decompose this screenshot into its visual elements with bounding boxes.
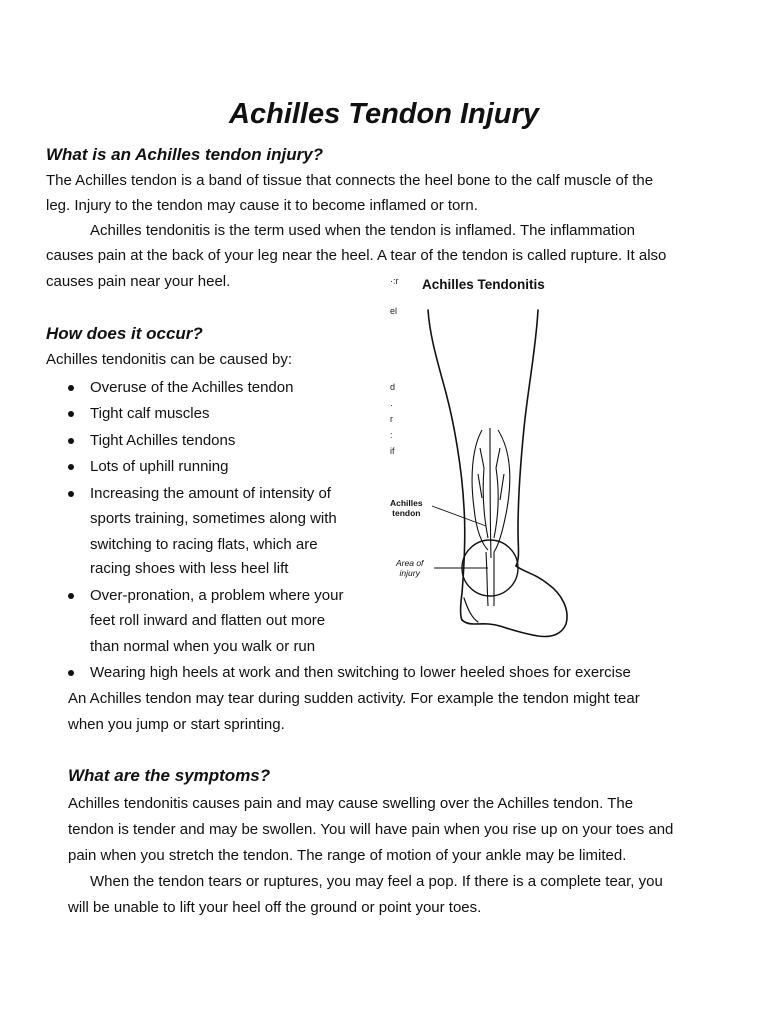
paragraph-line: Achilles tendonitis can be caused by:	[46, 351, 292, 368]
page-title: Achilles Tendon Injury	[229, 98, 539, 130]
bullet-marker	[68, 662, 78, 672]
label-line: injury	[399, 568, 420, 578]
list-item-continuation: feet roll inward and flatten out more	[90, 612, 326, 629]
paragraph-line: pain when you stretch the tendon. The range of motion of your ankle may be limited.	[68, 847, 627, 864]
leg-outline-left	[428, 310, 465, 620]
paragraph-line: An Achilles tendon may tear during sudden activity. For example the tendon might tear	[68, 690, 640, 707]
section-heading-how: How does it occur?	[46, 324, 203, 343]
bullet-marker	[68, 430, 78, 440]
paragraph-line: Achilles tendonitis causes pain and may cause swelling over the Achilles tendon. The	[68, 795, 634, 812]
achilles-tendon-line	[486, 552, 488, 606]
list-item: Tight Achilles tendons	[90, 432, 236, 449]
bullet-marker	[68, 377, 78, 387]
paragraph-line: causes pain at the back of your leg near the heel. A tear of the tendon is called rupture. It also	[46, 247, 667, 264]
paragraph-line: tendon is tender and may be swollen. You will have pain when you rise up on your toes and	[68, 821, 674, 838]
list-item: Overuse of the Achilles tendon	[90, 379, 294, 396]
section-heading-what: What is an Achilles tendon injury?	[46, 145, 324, 164]
label-area-of-injury	[396, 558, 423, 578]
list-item-continuation: than normal when you walk or run	[90, 638, 316, 655]
label-line: tendon	[392, 508, 421, 518]
label-line: Area of	[396, 558, 424, 568]
list-item: Wearing high heels at work and then switching to lower heeled shoes for exercise	[90, 664, 631, 681]
paragraph-line: leg. Injury to the tendon may cause it to become inflamed or torn.	[46, 197, 478, 214]
scan-fragment: el	[390, 306, 398, 316]
tendon-leader-line	[432, 506, 486, 526]
list-item: Lots of uphill running	[90, 458, 229, 475]
list-item-continuation: switching to racing flats, which are	[90, 536, 318, 553]
achilles-figure	[386, 268, 586, 650]
list-item-continuation: racing shoes with less heel lift	[90, 560, 289, 577]
paragraph-line: When the tendon tears or ruptures, you may feel a pop. If there is a complete tear, you	[90, 873, 663, 890]
paragraph-line: The Achilles tendon is a band of tissue that connects the heel bone to the calf muscle of the	[46, 172, 654, 189]
label-line: Achilles	[390, 498, 423, 508]
paragraph-line: causes pain near your heel.	[46, 273, 231, 290]
bullet-marker	[68, 483, 78, 493]
scan-fragment: ·:r	[390, 276, 399, 286]
scan-fragment: d	[390, 382, 396, 392]
leg-outline-right	[516, 310, 538, 566]
bullet-marker	[68, 456, 78, 466]
leg-illustration	[386, 268, 586, 650]
scan-fragment: if	[390, 446, 395, 456]
label-achilles-tendon	[390, 498, 423, 518]
paragraph-line: when you jump or start sprinting.	[68, 716, 285, 733]
list-item: Tight calf muscles	[90, 405, 210, 422]
scan-fragment: :	[390, 430, 393, 440]
paragraph-line: will be unable to lift your heel off the ground or point your toes.	[68, 899, 482, 916]
scan-fragment: r	[390, 414, 393, 424]
bullet-marker	[68, 403, 78, 413]
figure-title: Achilles Tendonitis	[422, 277, 545, 292]
list-item: Increasing the amount of intensity of	[90, 485, 331, 502]
section-heading-symptoms: What are the symptoms?	[68, 766, 271, 785]
foot-outline	[462, 566, 567, 637]
list-item: Over-pronation, a problem where your	[90, 587, 344, 604]
bullet-marker	[68, 585, 78, 595]
scan-fragment: ·	[390, 400, 393, 410]
list-item-continuation: sports training, sometimes along with	[90, 510, 337, 527]
paragraph-line: Achilles tendonitis is the term used when the tendon is inflamed. The inflammation	[90, 222, 636, 239]
